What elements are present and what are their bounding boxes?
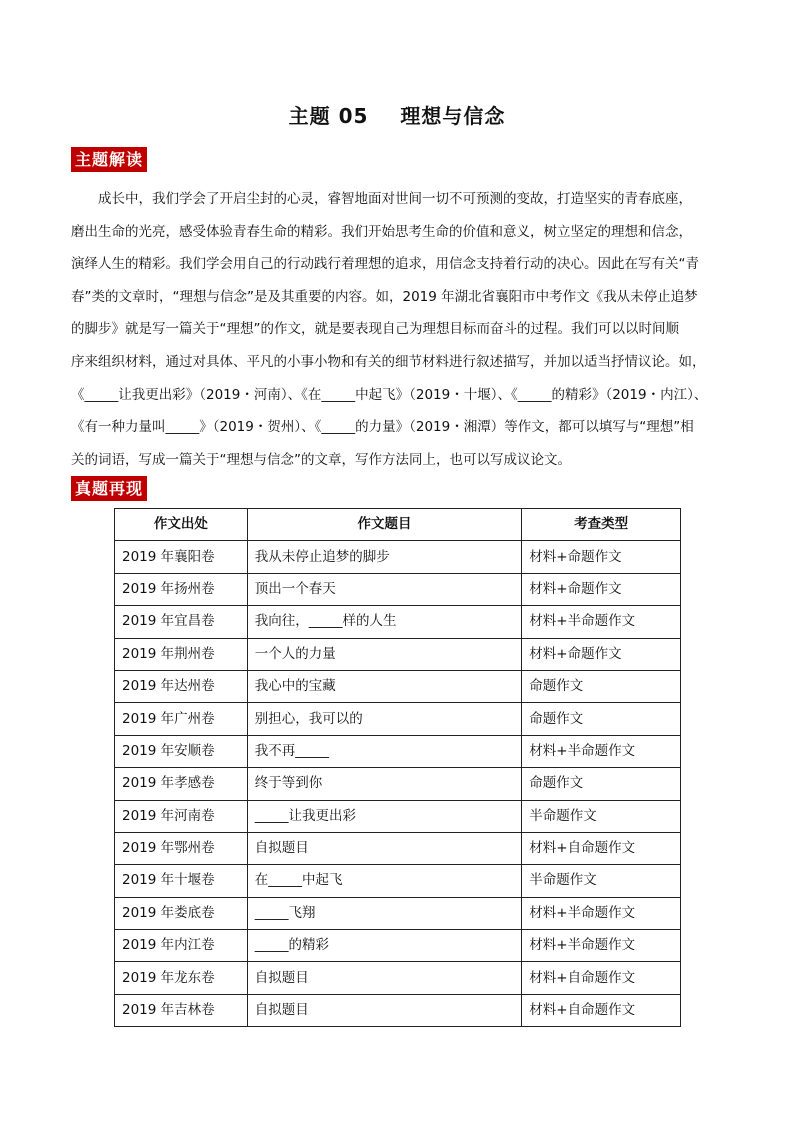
cell-type: 材料+自命题作文 (522, 994, 681, 1026)
header-source: 作文出处 (115, 509, 248, 541)
table-row (115, 800, 681, 832)
cell-topic: 自拟题目 (247, 994, 521, 1026)
table-row (115, 768, 681, 800)
cell-topic: 自拟题目 (247, 962, 521, 994)
cell-source: 2019 年宜昌卷 (115, 606, 248, 638)
cell-topic: 我从未停止追梦的脚步 (247, 541, 521, 573)
cell-topic: 顶出一个春天 (247, 573, 521, 605)
paragraph-line: 的脚步》就是写一篇关于“理想”的作文，就是要表现自己为理想目标而奋斗的过程。我们可以以时间顺 (71, 321, 679, 338)
paragraph-line: 《_____让我更出彩》（2019・河南）、《在_____中起飞》（2019・十堰）、《_____的精彩》（2019・内江）、 (71, 386, 708, 403)
section-tag-reading: 主题解读 (71, 147, 147, 172)
cell-source: 2019 年达州卷 (115, 670, 248, 702)
table-row (115, 541, 681, 573)
cell-topic: 在_____中起飞 (247, 865, 521, 897)
cell-type: 材料+半命题作文 (522, 897, 681, 929)
table-row (115, 606, 681, 638)
intro-paragraph (71, 183, 723, 476)
table-row (115, 930, 681, 962)
cell-topic: _____飞翔 (247, 897, 521, 929)
cell-source: 2019 年龙东卷 (115, 962, 248, 994)
cell-source: 2019 年鄂州卷 (115, 832, 248, 864)
exam-table (114, 508, 681, 1027)
cell-source: 2019 年内江卷 (115, 930, 248, 962)
cell-type: 材料+半命题作文 (522, 735, 681, 767)
table-row (115, 832, 681, 864)
table-row (115, 703, 681, 735)
table-header-row (115, 509, 681, 541)
section-tag-exam: 真题再现 (71, 476, 147, 501)
header-type: 考查类型 (522, 509, 681, 541)
cell-source: 2019 年十堰卷 (115, 865, 248, 897)
table-body (115, 541, 681, 1027)
paragraph-line: 演绎人生的精彩。我们学会用自己的行动践行着理想的追求，用信念支持着行动的决心。因此在写有关“青 (71, 256, 699, 273)
cell-topic: 我不再_____ (247, 735, 521, 767)
table-row (115, 994, 681, 1026)
cell-type: 材料+自命题作文 (522, 832, 681, 864)
cell-type: 材料+命题作文 (522, 638, 681, 670)
cell-type: 半命题作文 (522, 800, 681, 832)
table-row (115, 897, 681, 929)
cell-source: 2019 年孝感卷 (115, 768, 248, 800)
table-row (115, 735, 681, 767)
paragraph-line: 序来组织材料，通过对具体、平凡的小事小物和有关的细节材料进行叙述描写，并加以适当抒情议论。如， (71, 353, 706, 370)
cell-source: 2019 年河南卷 (115, 800, 248, 832)
cell-topic: 终于等到你 (247, 768, 521, 800)
cell-topic: 我向往，_____样的人生 (247, 606, 521, 638)
cell-source: 2019 年襄阳卷 (115, 541, 248, 573)
paragraph-line: 春”类的文章时，“理想与信念”是及其重要的内容。如，2019 年湖北省襄阳市中考作文《我从未停止追梦 (71, 288, 698, 305)
cell-topic: 自拟题目 (247, 832, 521, 864)
header-topic: 作文题目 (247, 509, 521, 541)
cell-topic: _____的精彩 (247, 930, 521, 962)
cell-source: 2019 年安顺卷 (115, 735, 248, 767)
cell-type: 材料+自命题作文 (522, 962, 681, 994)
cell-type: 命题作文 (522, 670, 681, 702)
cell-type: 材料+命题作文 (522, 573, 681, 605)
paragraph-line: 关的词语，写成一篇关于“理想与信念”的文章，写作方法同上，也可以写成议论文。 (71, 451, 571, 468)
cell-type: 材料+命题作文 (522, 541, 681, 573)
cell-topic: 一个人的力量 (247, 638, 521, 670)
table-row (115, 962, 681, 994)
cell-type: 命题作文 (522, 768, 681, 800)
cell-topic: 别担心，我可以的 (247, 703, 521, 735)
paragraph-line: 磨出生命的光亮，感受体验青春生命的精彩。我们开始思考生命的价值和意义，树立坚定的理想和信念， (71, 223, 692, 240)
page-title: 主题 05 理想与信念 (288, 104, 506, 128)
table-row (115, 670, 681, 702)
cell-source: 2019 年广州卷 (115, 703, 248, 735)
paragraph-line: 成长中，我们学会了开启尘封的心灵，睿智地面对世间一切不可预测的变故，打造坚实的青春底座， (98, 191, 692, 207)
cell-type: 材料+半命题作文 (522, 606, 681, 638)
cell-topic: _____让我更出彩 (247, 800, 521, 832)
cell-type: 材料+半命题作文 (522, 930, 681, 962)
paragraph-line: 《有一种力量叫_____》（2019・贺州）、《_____的力量》（2019・湘潭）等作文，都可以填写与“理想”相 (71, 419, 694, 436)
cell-topic: 我心中的宝藏 (247, 670, 521, 702)
table-row (115, 573, 681, 605)
table-row (115, 638, 681, 670)
cell-source: 2019 年荆州卷 (115, 638, 248, 670)
cell-type: 命题作文 (522, 703, 681, 735)
cell-type: 半命题作文 (522, 865, 681, 897)
cell-source: 2019 年娄底卷 (115, 897, 248, 929)
table-row (115, 865, 681, 897)
cell-source: 2019 年吉林卷 (115, 994, 248, 1026)
cell-source: 2019 年扬州卷 (115, 573, 248, 605)
